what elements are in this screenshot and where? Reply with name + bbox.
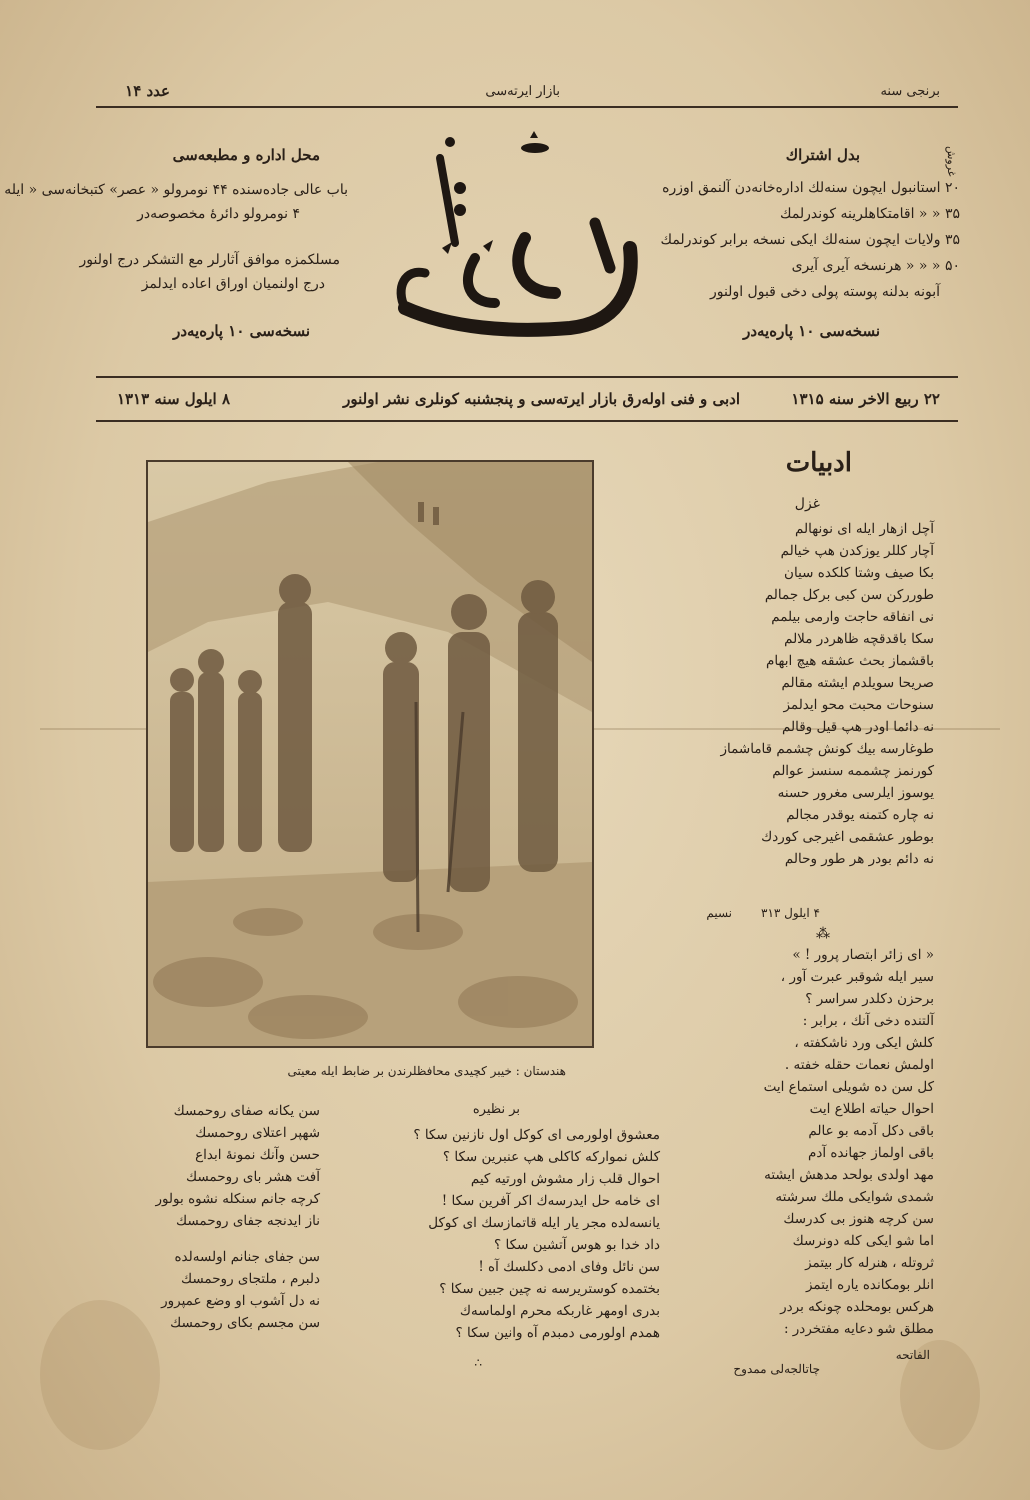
office-note: مسلکمزه موافق آثارلر مع التشکر درج اولنور: [79, 252, 340, 268]
poem-line: برحزن دکلدر سراسر ؟: [805, 991, 934, 1007]
poem-line: آفت هشر بای روحمسك: [186, 1169, 320, 1185]
ghazal-signature: نسیم: [706, 906, 732, 920]
poem-line: سن یکانه صفای روحمسك: [173, 1103, 320, 1119]
poem-line: اولمش نعمات حقله خفته .: [784, 1057, 934, 1073]
poem-line: دلبرم ، ملتجای روحمسك: [180, 1271, 320, 1287]
office-title: محل اداره و مطبعه‌سی: [172, 146, 320, 164]
poem-line: طوغارسه بیك کونش چشمم قاماشماز: [720, 741, 934, 757]
poem-line: انلر بومکانده یاره ایتمز: [805, 1277, 934, 1293]
poem-line: نی انفاقه حاجت وارمی بیلمم: [771, 609, 934, 625]
poem-line: یوسوز ایلرسی مغرور حسنه: [777, 785, 934, 801]
poem-line: حسن وآنك نمونهٔ ابداع: [195, 1147, 320, 1163]
poem-line: شهپر اعتلای روحمسك: [195, 1125, 320, 1141]
office-note: درج اولنمیان اوراق اعاده ایدلمز: [141, 276, 325, 292]
poem-line: شمدی شوایکی ملك سرشته: [775, 1189, 934, 1205]
poem-line: آلتنده دخی آنك ، برابر :: [802, 1013, 934, 1029]
masthead-calligraphy: [380, 128, 660, 368]
illustration-khyber-pass: [146, 460, 594, 1048]
poem-line: سکا باقدقچه ظاهردر ملالم: [784, 631, 934, 647]
issue-number: عدد ۱۴: [125, 82, 170, 100]
office-price: نسخه‌سی ۱۰ پاره‌یه‌در: [173, 322, 310, 340]
poem-line: مطلق شو دعایه مفتخردر :: [783, 1321, 934, 1337]
poem-line: یانسه‌لده مجر یار ایله قاتمازسك ای کوکل: [428, 1215, 660, 1231]
poem-line: ثروتله ، هنرله کار بیتمز: [805, 1255, 934, 1271]
ghazal-date: ۴ ایلول ۳۱۳: [761, 906, 820, 920]
poem-line: داد خدا بو هوس آتشین سکا ؟: [494, 1237, 660, 1253]
publication-frequency: ادبی و فنی اوله‌رق بازار ایرته‌سی و پنجشنبه کونلری نشر اولنور: [343, 390, 740, 408]
poem-line: ناز ایدنجه جفای روحمسك: [175, 1213, 320, 1229]
subscription-title: بدل اشتراك: [785, 146, 860, 164]
subscription-line: آبونه بدلنه پوسته پولی دخی قبول اولنور: [709, 284, 940, 300]
poem-line: صریحا سویلدم ایشته مقالم: [781, 675, 934, 691]
poem-line: باقشماز بحث عشقه هیچ ابهام: [766, 653, 934, 669]
poem-line: احوال قلب زار مشوش اورتیه کیم: [470, 1171, 660, 1187]
poem-line: طوررکن سن کبی برکل جمالم: [764, 587, 934, 603]
illustration-caption: هندستان : خیبر کچیدی محافظلرندن بر ضابط ایله معیتی: [287, 1064, 566, 1078]
rumi-date: ۸ ایلول سنه ۱۳۱۳: [116, 390, 230, 408]
office-address-line: باب عالی جاده‌سنده ۴۴ نومرولو « عصر» کتبخانه‌سی « ایله: [4, 182, 348, 198]
ghazal-title: غزل: [794, 496, 820, 512]
poem-line: باقی دکل آدمه بو عالم: [808, 1123, 934, 1139]
hijri-date: ۲۲ ربیع الاخر سنه ۱۳۱۵: [791, 390, 940, 408]
poem-line: کرچه جانم سنکله نشوه بولور: [155, 1191, 320, 1207]
poem-line: مهد اولدی بولحد مدهش ایشته: [764, 1167, 934, 1183]
subscription-line: ۵۰ « « « هرنسخه آیری آیری: [791, 258, 960, 274]
poem-line: نه دائما اودر هپ قیل وقالم: [781, 719, 934, 735]
subscription-line: ۲۰ استانبول ایچون سنه‌لك اداره‌خانه‌دن آلنمق اوزره: [662, 180, 960, 196]
poem-signature: چاتالجه‌لی ممدوح: [733, 1362, 820, 1376]
poem-line: سیر ایله شوقبر عبرت آور ،: [780, 969, 934, 985]
poem-line: هرکس بومحلده چونکه بردر: [780, 1299, 934, 1315]
engraving-illustration: [148, 462, 592, 1046]
office-address-line: ۴ نومرولو دائرهٔ مخصوصه‌در: [137, 206, 300, 222]
poem-line: باقی اولماز جهانده آدم: [808, 1145, 934, 1161]
left-poem: [100, 1100, 320, 1334]
separator-dots: ⁂: [816, 926, 830, 942]
volume-label: برنجی سنه: [880, 84, 940, 99]
subscription-line: ۳۵ ولایات ایچون سنه‌لك ایکی نسخه برابر کوندرلمك: [660, 232, 960, 248]
poem-line: نه دائم بودر هر طور وحالم: [784, 851, 934, 867]
poem-line: بکا صیف وشتا کلکده سیان: [784, 565, 934, 581]
poem-line: کلش نموارکه کاکلی هپ عنبرین سکا ؟: [442, 1149, 660, 1165]
poem-closing: الفاتحه: [895, 1348, 930, 1362]
poem-line: بدری اومهر غاربکه محرم اولماسه‌ك: [459, 1303, 660, 1319]
poem-line: آچل ازهار ایله ای نونهالم: [795, 521, 934, 537]
stanza-gap: [100, 1232, 320, 1246]
second-poem: [674, 944, 934, 1340]
poem-line: سنوحات محبت محو ایدلمز: [783, 697, 934, 713]
nazire-title: بر نظیره: [472, 1102, 520, 1117]
top-rule: [96, 106, 958, 108]
subscription-price: نسخه‌سی ۱۰ پاره‌یه‌در: [743, 322, 880, 340]
poem-line: سن مجسم بکای روحمسك: [170, 1315, 320, 1331]
poem-line: اما شو ایکی کله دونرسك: [792, 1233, 934, 1249]
poem-line: همدم اولورمی دمبدم آه وانین سکا ؟: [455, 1325, 660, 1341]
dateline-rule-top: [96, 376, 958, 378]
poem-line: ای خامه حل ایدرسه‌ك اکر آفرین سکا !: [441, 1193, 660, 1209]
masthead-title: [380, 128, 660, 368]
poem-line: بوطور عشقمی اغیرجی کوردك: [761, 829, 934, 845]
poem-line: کلش ایکی ورد ناشکفته ،: [794, 1035, 934, 1051]
poem-line: آچار کللر یوزکدن هپ خیالم: [780, 543, 934, 559]
poem-line: « ای زائر ابتصار پرور ! »: [792, 947, 934, 963]
separator-dots: ∴: [474, 1356, 482, 1370]
dateline-rule-bottom: [96, 420, 958, 422]
poem-line: کل سن ده شویلی استماع ایت: [763, 1079, 934, 1095]
nazire-poem: [370, 1124, 660, 1344]
poem-line: سن جفای جنانم اولسه‌لده: [174, 1249, 320, 1265]
section-title-literature: ادبیات: [785, 448, 852, 478]
poem-line: نه چاره کتمنه یوقدر مجالم: [786, 807, 934, 823]
poem-line: معشوق اولورمی ای کوکل اول نازنین سکا ؟: [413, 1127, 660, 1143]
poem-line: سن کرچه هنوز بی کدرسك: [783, 1211, 934, 1227]
ghazal-poem: [674, 518, 934, 870]
poem-line: بختمده کوستریرسه نه چین جبین سکا ؟: [439, 1281, 660, 1297]
poem-line: کورنمز چشممه سنسز عوالم: [772, 763, 934, 779]
weekday-label: بازار ایرته‌سی: [485, 84, 560, 99]
subscription-line: ۳۵ « « اقامتکاهلرینه کوندرلمك: [780, 206, 960, 222]
poem-line: سن نائل وفای ادمی دکلسك آه !: [478, 1259, 660, 1275]
poem-line: احوال حیاته اطلاع ایت: [809, 1101, 934, 1117]
currency-side-label: غروش: [945, 146, 958, 177]
poem-line: نه دل آشوب او وضع عمپرور: [161, 1293, 320, 1309]
